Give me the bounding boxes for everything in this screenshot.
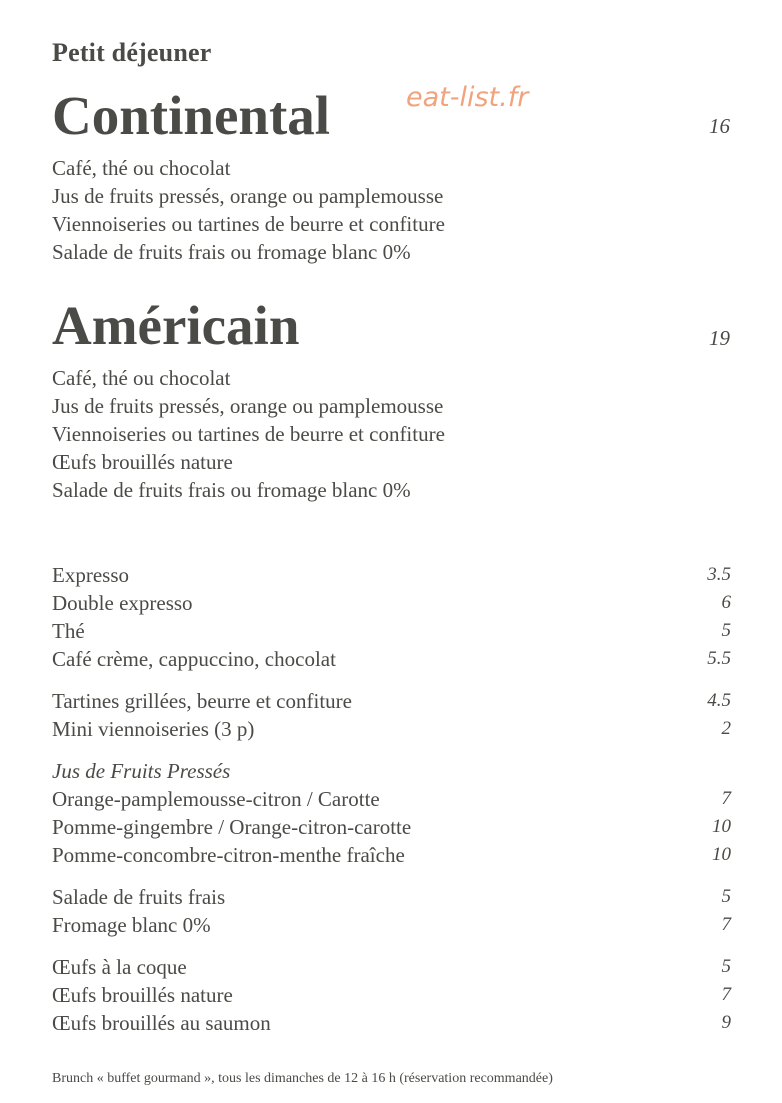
- footer-note: Brunch « buffet gourmand », tous les dimanches de 12 à 16 h (réservation recommandée): [52, 1071, 553, 1086]
- price-row: [52, 883, 731, 911]
- item-name: Café crème, cappuccino, chocolat: [52, 647, 336, 671]
- item-price: 10: [712, 844, 731, 865]
- group-hot-drinks: [52, 561, 731, 673]
- juices-heading: Jus de Fruits Pressés: [52, 759, 231, 783]
- group-juices: [52, 757, 731, 869]
- item-name: Double expresso: [52, 591, 193, 615]
- item-name: Pomme-concombre-citron-menthe fraîche: [52, 843, 405, 867]
- group-bakery: [52, 687, 731, 743]
- item-name: Pomme-gingembre / Orange-citron-carotte: [52, 815, 412, 839]
- price-row: [52, 953, 731, 981]
- menu-title-americain: Américain: [52, 295, 300, 356]
- item-price: 5: [721, 956, 731, 977]
- menu-item: Jus de fruits pressés, orange ou pamplemousse: [52, 184, 444, 208]
- item-price: 3.5: [707, 564, 731, 585]
- item-price: 5.5: [707, 648, 731, 669]
- item-price: 10: [712, 816, 731, 837]
- price-row: [52, 981, 731, 1009]
- price-row: [52, 1009, 731, 1037]
- item-price: 7: [721, 984, 731, 1005]
- menu-items-americain: [52, 364, 445, 504]
- item-name: Expresso: [52, 563, 129, 587]
- item-name: Œufs brouillés au saumon: [52, 1011, 271, 1035]
- item-name: Œufs à la coque: [52, 955, 187, 979]
- menu-item: Jus de fruits pressés, orange ou pamplemousse: [52, 394, 444, 418]
- item-name: Thé: [52, 619, 85, 643]
- price-row: [52, 785, 731, 813]
- page-heading: Petit déjeuner: [52, 38, 212, 67]
- item-name: Fromage blanc 0%: [52, 913, 211, 937]
- menu-item: Café, thé ou chocolat: [52, 366, 231, 390]
- menu-title-continental: Continental: [52, 85, 331, 146]
- item-price: 5: [721, 620, 731, 641]
- item-name: Tartines grillées, beurre et confiture: [52, 689, 352, 713]
- item-price: 4.5: [707, 690, 731, 711]
- menu-item: Viennoiseries ou tartines de beurre et confiture: [52, 212, 445, 236]
- price-row: [52, 589, 731, 617]
- item-price: 7: [721, 788, 731, 809]
- menu-item: Œufs brouillés nature: [52, 450, 233, 474]
- price-row: [52, 813, 731, 841]
- item-name: Mini viennoiseries (3 p): [52, 717, 255, 741]
- item-price: 6: [721, 592, 731, 613]
- item-name: Salade de fruits frais: [52, 885, 226, 909]
- item-price: 9: [721, 1012, 731, 1033]
- item-price: 7: [721, 914, 731, 935]
- price-row: [52, 617, 731, 645]
- menu-items-continental: [52, 154, 445, 266]
- menu-item: Salade de fruits frais ou fromage blanc 0%: [52, 240, 411, 264]
- price-row: [52, 687, 731, 715]
- menu-price-continental: 16: [709, 114, 730, 138]
- menu-item: Salade de fruits frais ou fromage blanc 0%: [52, 478, 411, 502]
- watermark: eat-list.fr: [406, 82, 529, 113]
- group-fruit-dairy: [52, 883, 731, 939]
- menu-price-americain: 19: [709, 326, 730, 350]
- price-row: [52, 911, 731, 939]
- group-eggs: [52, 953, 731, 1037]
- item-price: 2: [721, 718, 731, 739]
- price-row: [52, 715, 731, 743]
- price-row: [52, 561, 731, 589]
- price-row: [52, 645, 731, 673]
- item-name: Orange-pamplemousse-citron / Carotte: [52, 787, 380, 811]
- price-list: [52, 561, 731, 1051]
- item-price: 5: [721, 886, 731, 907]
- price-row: [52, 841, 731, 869]
- menu-item: Viennoiseries ou tartines de beurre et confiture: [52, 422, 445, 446]
- menu-item: Café, thé ou chocolat: [52, 156, 231, 180]
- item-name: Œufs brouillés nature: [52, 983, 233, 1007]
